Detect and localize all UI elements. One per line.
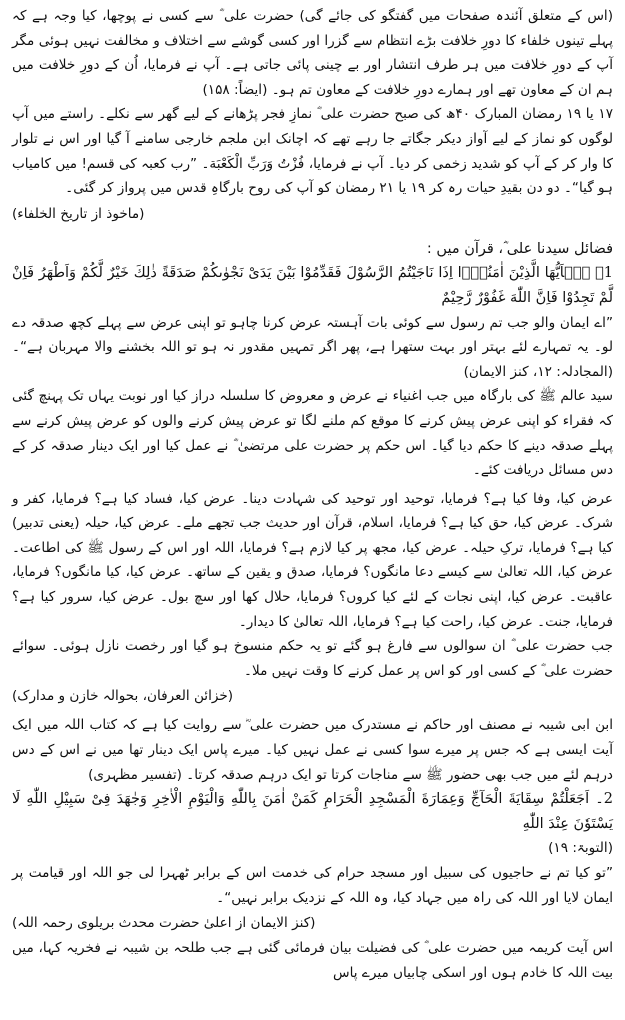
- paragraph-intro: (اس کے متعلق آئندہ صفحات میں گفتگو کی جائے گی) حضرت علی ؓ سے کسی نے پوچھا، کیا وجہ ہے کہ پہلے تینوں خلفاء کا دورِ خلافت بڑے انتظام سے گزرا اور کسی گوشے سے اختلاف و مخالفت نہیں ہوئی مگر آپ کے دورِ خلافت میں ہر طرف انتشار اور بے چینی پائی جاتی ہے۔ آپ نے فرمایا، اُن کے دورِ خلافت میں ہم ان کے معاون تھے اور ہمارے دورِ خلافت کے معاون تم ہو۔ (ایضاً: ۱۵۸): [12, 8, 613, 98]
- paragraph-explanation: سید عالم ﷺ کی بارگاہ میں جب اغنیاء نے عرض و معروض کا سلسلہ دراز کیا اور نوبت یہاں تک پہنچ گئی کہ فقراء کو اپنی عرض پیش کرنے کا موقع کم ملنے لگا تو عرض پیش کرنے والوں کو عرض پیش کرنے سے پہلے صدقہ دینے کا حکم دیا گیا۔ اس حکم پر حضرت علی مرتضیٰ ؓ نے عمل کیا اور ایک دینار صدقہ کر کے دس مسائل دریافت کئے۔: [12, 388, 613, 479]
- reference-kanz-al-iman: (کنز الایمان از اعلیٰ حضرت محدث بریلوی رحمہ اللہ): [12, 915, 316, 932]
- reference-tawbah: (التوبۃ: ۱۹): [548, 840, 613, 857]
- verse-2-translation: ”تو کیا تم نے حاجیوں کی سبیل اور مسجد حرام کی خدمت اس کے برابر ٹھہرا لی جو اللہ اور قیامت پر ایمان لایا اور اللہ کی راہ میں جہاد کیا، وہ اللہ کے نزدیک برابر نہیں“۔: [12, 865, 613, 906]
- section-heading: فضائل سیدنا علی ؓ، قرآن میں :: [426, 240, 613, 257]
- paragraph-questions: عرض کیا، وفا کیا ہے؟ فرمایا، توحید اور توحید کی شہادت دینا۔ عرض کیا، فساد کیا ہے؟ فرمایا، کفر و شرک۔ عرض کیا، حق کیا ہے؟ فرمایا، اسلام، قرآن اور حدیث جب تجھے ملے۔ عرض کیا، حیلہ (یعنی تدبیر) کیا ہے؟ فرمایا، ترکِ حیلہ۔ عرض کیا، مجھ پر کیا لازم ہے؟ فرمایا، اللہ اور اس کے رسول ﷺ کی اطاعت۔ عرض کیا، اللہ تعالیٰ سے کیسے دعا مانگوں؟ فرمایا، صدق و یقین کے ساتھ۔ عرض کیا، کیا مانگوں؟ فرمایا، عاقبت۔ عرض کیا، اپنی نجات کے لئے کیا کروں؟ فرمایا، حلال کھا اور سچ بول۔ عرض کیا، سرور کیا ہے؟ فرمایا، جنت۔ عرض کیا، راحت کیا ہے؟ فرمایا، اللہ تعالیٰ کا دیدار۔: [12, 490, 613, 630]
- reference-khazain-al-irfan: (خزائن العرفان، بحوالہ خازن و مدارک): [12, 688, 234, 705]
- paragraph-martyrdom: ۱۷ یا ۱۹ رمضان المبارک ۴۰ھ کی صبح حضرت علی ؓ نمازِ فجر پڑھانے کے لیے گھر سے نکلے۔ راستے میں آپ لوگوں کو نماز کے لیے آواز دیکر جگاتے جا رہے تھے کہ اچانک ابن ملجم خارجی سامنے آ گیا اور اس نے تلوار کا وار کر کے آپ کو شدید زخمی کر دیا۔ آپ نے فرمایا، فُزْتُ وَرَبِّ الْكَعْبَة۔ ”رب کعبہ کی قسم! میں کامیاب ہو گیا“۔ دو دن بقیدِ حیات رہ کر ۱۹ یا ۲۱ رمضان کو آپ کی روح بارگاہِ قدس میں پرواز کر گئی۔: [12, 106, 613, 197]
- reference-tarikh-al-khulafa: (ماخوذ از تاریخ الخلفاء): [12, 205, 145, 222]
- quran-verse-2: 2۔ اَجَعَلْتُمْ سِقَایَةَ الْحَآجِّ وَعِمَارَةَ الْمَسْجِدِ الْحَرَامِ كَمَنْ اٰمَنَ بِاللّٰهِ وَالْیَوْمِ الْاٰخِرِ وَجٰهَدَ فِیْ سَبِیْلِ اللّٰهِ لَا یَسْتَوٗنَ عِنْدَ اللّٰهِ: [12, 791, 613, 832]
- paragraph-last: اس آیت کریمہ میں حضرت علی ؓ کی فضیلت بیان فرمائی گئی ہے جب طلحہ بن شیبہ نے فخریہ کہا، میں بیت اللہ کا خادم ہوں اور اسکی چابیاں میرے پاس: [12, 940, 613, 981]
- paragraph-abrogation: جب حضرت علی ؓ ان سوالوں سے فارغ ہو گئے تو یہ حکم منسوخ ہو گیا اور رخصت نازل ہوئی۔ سوائے حضرت علی ؓ کے کسی اور کو اس پر عمل کرنے کا وقت نہیں ملا۔: [12, 638, 613, 679]
- quran-verse-1: 1۔ یٰۤاَیُّهَا الَّذِیْنَ اٰمَنُوْۤا اِذَا نَاجَیْتُمُ الرَّسُوْلَ فَقَدِّمُوْا بَیْنَ یَدَیْ نَجْوٰىكُمْ صَدَقَةً ذٰلِكَ خَیْرٌ لَّكُمْ وَاَطْهَرُ فَاِنْ لَّمْ تَجِدُوْا فَاِنَّ اللّٰهَ غَفُوْرٌ رَّحِیْمٌ: [12, 265, 613, 306]
- verse-1-translation: ”اے ایمان والو جب تم رسول سے کوئی بات آہستہ عرض کرنا چاہو تو اپنی عرض سے پہلے کچھ صدقہ دے لو۔ یہ تمہارے لئے بہتر اور بہت ستھرا ہے، پھر اگر تمہیں مقدور نہ ہو تو اللہ بخشنے والا مہربان ہے“۔ (المجادلہ: ۱۲، کنز الایمان): [12, 314, 613, 380]
- paragraph-ibn-abi-shaybah: ابن ابی شیبہ نے مصنف اور حاکم نے مستدرک میں حضرت علی ؓ سے روایت کیا ہے کہ کتاب اللہ میں ایک آیت ایسی ہے کہ جس پر میرے سوا کسی نے عمل نہیں کیا۔ میرے پاس ایک دینار تھا میں نے اس کے دس درہم لئے میں جب بھی حضور ﷺ سے مناجات کرتا تو ایک درہم صدقہ کرتا۔ (تفسیر مظہری): [12, 717, 613, 783]
